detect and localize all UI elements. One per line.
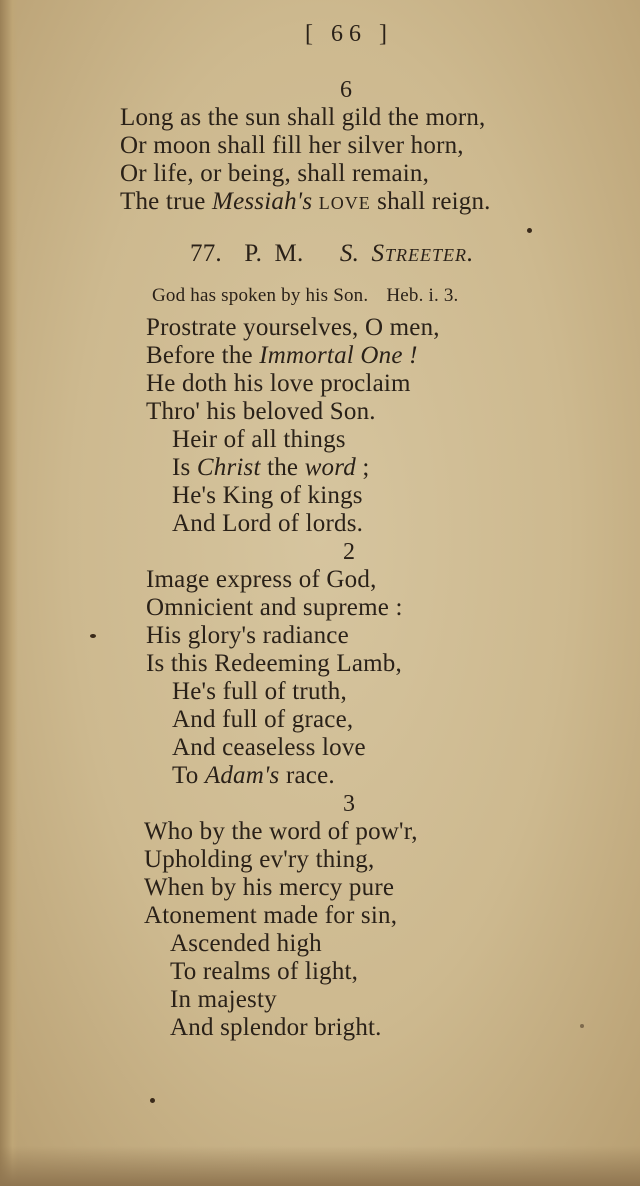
small-caps-word: love	[318, 188, 371, 215]
hymn-subtitle	[152, 282, 459, 310]
verse-number: 6	[340, 77, 353, 103]
page-edge-shadow	[0, 0, 18, 1186]
verse-line: Or moon shall fill her silver horn,	[120, 132, 464, 159]
verse-line-text: shall reign.	[370, 188, 491, 215]
author-initial: S.	[339, 240, 360, 267]
ink-speck	[150, 1098, 155, 1103]
hymn-number: 77.	[190, 240, 222, 267]
stanza-line: His glory's radiance	[146, 622, 349, 649]
stanza-line: When by his mercy pure	[144, 874, 395, 901]
stanza-line: Atonement made for sin,	[144, 902, 398, 929]
verse-line	[120, 188, 491, 216]
stanza-line: Who by the word of pow'r,	[144, 818, 418, 845]
italic-word: Adam's	[204, 762, 280, 789]
stanza-line-text: ;	[355, 454, 370, 481]
italic-phrase: Immortal One !	[259, 342, 418, 369]
stanza-line: Thro' his beloved Son.	[146, 398, 376, 425]
stanza-line-text: Is	[172, 454, 197, 481]
stanza-number: 2	[343, 539, 356, 565]
verse-line: Long as the sun shall gild the morn,	[120, 104, 486, 131]
stanza-line	[146, 342, 418, 370]
verse-line: Or life, or being, shall remain,	[120, 160, 430, 187]
stanza-line	[172, 762, 335, 790]
hymn-heading	[190, 240, 474, 268]
subtitle-text: God has spoken by his Son.	[152, 285, 369, 306]
stanza-line-text: the	[260, 454, 305, 481]
stanza-line-text: Before the	[146, 342, 260, 369]
stanza-line: And Lord of lords.	[172, 510, 364, 537]
italic-word: word	[304, 454, 356, 481]
page-bottom-shadow	[0, 1146, 640, 1186]
stanza-line: And full of grace,	[172, 706, 354, 733]
ink-speck	[527, 228, 532, 233]
hymn-meter: P. M.	[244, 240, 304, 267]
stanza-line: To realms of light,	[170, 958, 359, 985]
author-name: Streeter.	[371, 240, 475, 267]
stanza-line: He's King of kings	[172, 482, 363, 509]
stanza-line: He doth his love proclaim	[146, 370, 411, 397]
stanza-line: And ceaseless love	[172, 734, 366, 761]
stanza-line-text: race.	[279, 762, 335, 789]
stanza-line: He's full of truth,	[172, 678, 347, 705]
scripture-reference: Heb. i. 3.	[386, 285, 459, 306]
verse-line-text: The true	[120, 188, 213, 215]
stanza-line: Omnicient and supreme :	[146, 594, 403, 621]
stanza-line-text: To	[172, 762, 205, 789]
ink-speck	[90, 634, 96, 638]
stanza-line: Heir of all things	[172, 426, 346, 453]
stanza-line: In majesty	[170, 986, 277, 1013]
stanza-line: Ascended high	[170, 930, 322, 957]
stanza-line	[172, 454, 370, 482]
stanza-number: 3	[343, 791, 356, 817]
stanza-line: Image express of God,	[146, 566, 377, 593]
stanza-line: Prostrate yourselves, O men,	[146, 314, 440, 341]
italic-word: Messiah's	[212, 188, 313, 215]
stanza-line: Upholding ev'ry thing,	[144, 846, 375, 873]
ink-speck	[580, 1024, 584, 1028]
italic-word: Christ	[196, 454, 261, 481]
page-number: [ 66 ]	[305, 21, 393, 47]
stanza-line: And splendor bright.	[170, 1014, 382, 1041]
stanza-line: Is this Redeeming Lamb,	[146, 650, 402, 677]
